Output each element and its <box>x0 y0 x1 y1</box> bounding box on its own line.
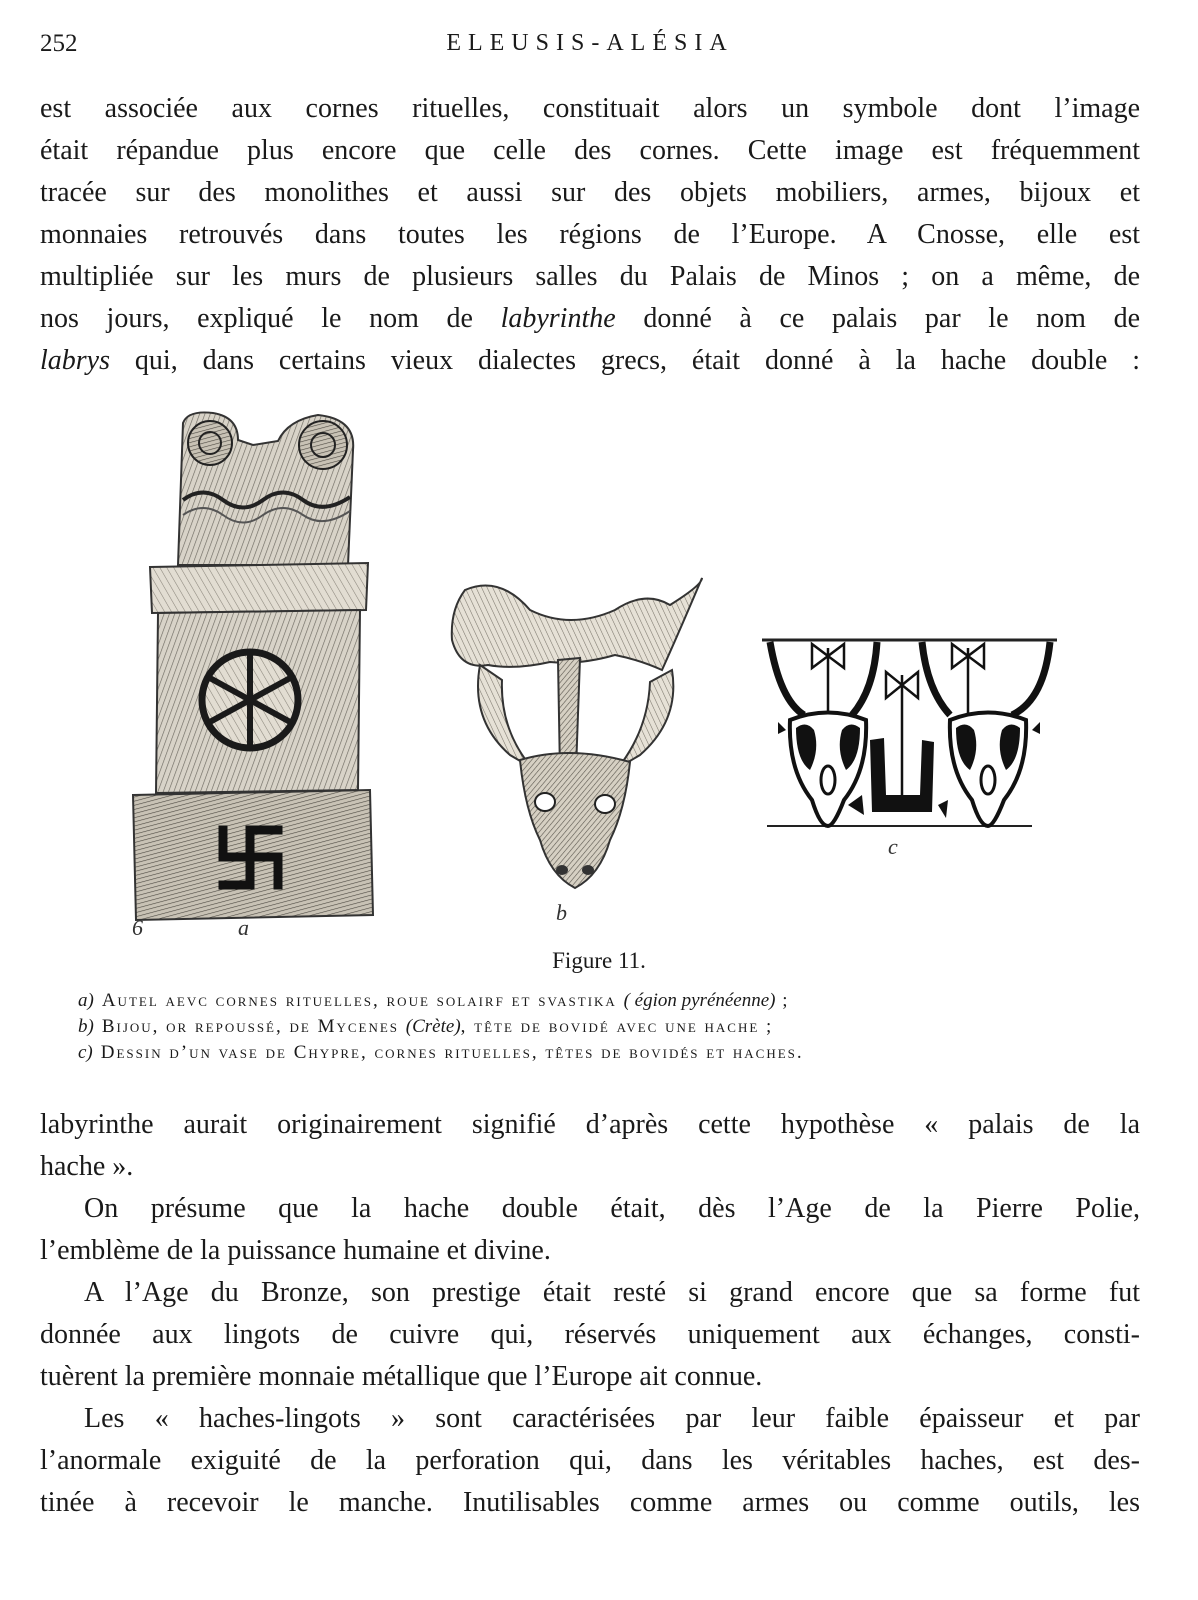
text-line: hache ». <box>40 1151 134 1182</box>
figure-a-letter: a <box>238 915 249 940</box>
text-line: était répandue plus encore que celle des cornes. Cette image est fréquemment <box>40 135 1140 166</box>
text-line: tuèrent la première monnaie métallique que l’Europe ait connue. <box>40 1361 763 1392</box>
text-line: donnée aux lingots de cuivre qui, réservés uniquement aux échanges, consti- <box>40 1319 1140 1350</box>
italic-term: labyrinthe <box>500 303 616 334</box>
text-line <box>40 298 1140 340</box>
bull-head-jewel-illustration <box>440 570 712 900</box>
page-header <box>40 30 1140 70</box>
bottom-paragraphs <box>40 1104 1140 1524</box>
text-line: labyrinthe aurait originairement signifié d’après cette hypothèse « palais de la <box>40 1109 1140 1140</box>
text-line: A l’Age du Bronze, son prestige était resté si grand encore que sa forme fut <box>84 1277 1140 1308</box>
text-line: est associée aux cornes rituelles, constituait alors un symbole dont l’image <box>40 93 1140 124</box>
text-line: multipliée sur les murs de plusieurs salles du Palais de Minos ; on a même, de <box>40 261 1140 292</box>
text-span: qui, dans certains vieux dialectes grecs, était donné à la hache double : <box>110 345 1140 376</box>
caption-end: , tête de bovidé avec une hache ; <box>460 1016 774 1037</box>
page-number: 252 <box>40 30 78 57</box>
top-paragraph <box>40 88 1140 382</box>
running-title: ELEUSIS-ALÉSIA <box>446 30 734 56</box>
caption-letter: a) <box>78 990 94 1011</box>
text-line: Les « haches-lingots » sont caractérisées par leur faible épaisseur et par <box>84 1403 1140 1434</box>
figure-b-letter: b <box>556 900 567 925</box>
figure-caption-b <box>78 1014 1128 1040</box>
caption-text: Dessin d’un vase de Chypre, cornes rituelles, têtes de bovidés et haches. <box>100 1042 804 1063</box>
cypriot-vase-drawing <box>762 630 1062 835</box>
text-line: l’emblème de la puissance humaine et divine. <box>40 1235 551 1266</box>
text-line: On présume que la hache double était, dès l’Age de la Pierre Polie, <box>84 1193 1140 1224</box>
caption-text: Bijou, or repoussé, de Mycenes <box>101 1016 400 1037</box>
text-line <box>40 340 1140 382</box>
figure-c-letter: c <box>888 834 898 859</box>
altar-illustration <box>128 405 380 925</box>
text-line: l’anormale exiguité de la perforation qui, dans les véritables haches, est des- <box>40 1445 1140 1476</box>
caption-letter: b) <box>78 1016 94 1037</box>
figure-caption-a <box>78 988 1128 1014</box>
text-span: donné à ce palais par le nom de <box>615 303 1140 334</box>
caption-end: ; <box>775 990 790 1011</box>
text-line: tracée sur des monolithes et aussi sur des objets mobiliers, armes, bijoux et <box>40 177 1140 208</box>
figure-caption-c <box>78 1040 1128 1066</box>
italic-term: labrys <box>40 345 110 376</box>
figure-a-number: 6 <box>132 915 143 940</box>
text-line: tinée à recevoir le manche. Inutilisables comme armes ou comme outils, les <box>40 1487 1140 1518</box>
caption-letter: c) <box>78 1042 93 1063</box>
text-line: monnaies retrouvés dans toutes les régions de l’Europe. A Cnosse, elle est <box>40 219 1140 250</box>
caption-text: Autel aevc cornes rituelles, roue solairf et svastika <box>101 990 617 1011</box>
figure-title: Figure 11. <box>552 948 646 973</box>
caption-italic: ( égion pyrénéenne) <box>623 990 776 1011</box>
text-span: nos jours, expliqué le nom de <box>40 303 501 334</box>
caption-italic: (Crète) <box>405 1016 461 1037</box>
